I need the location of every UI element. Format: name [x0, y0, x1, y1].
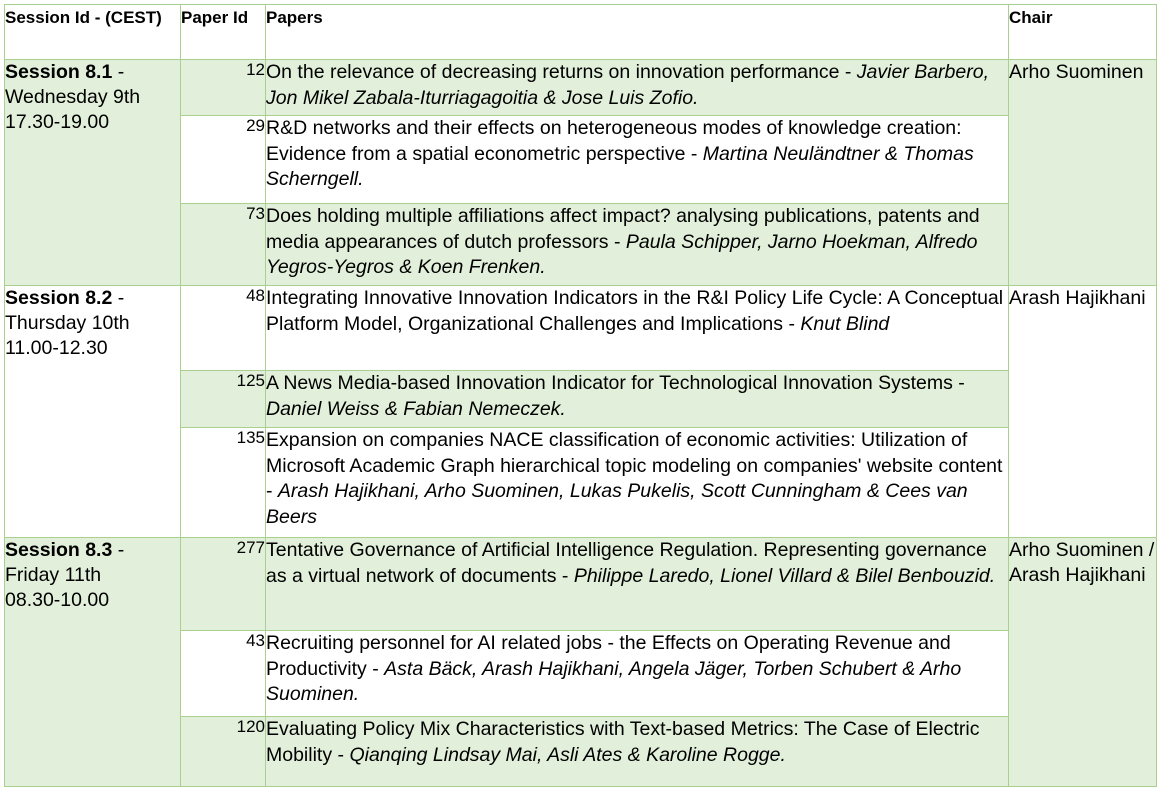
header-session-id: Session Id - (CEST) [5, 5, 181, 60]
paper-authors: Philippe Laredo, Lionel Villard & Bilel Benbouzid. [573, 564, 996, 587]
session-program-table [4, 4, 1157, 787]
paper-authors: Asta Bäck, Arash Hajikhani, Angela Jäger, Torben Schubert & Arho Suominen. [266, 657, 962, 705]
paper-authors: Daniel Weiss & Fabian Nemeczek. [266, 397, 566, 420]
paper-title: A News Media-based Innovation Indicator for Technological Innovation Systems [266, 372, 953, 394]
chair-cell: Arho Suominen / Arash Hajikhani [1009, 538, 1157, 787]
paper-cell: Recruiting personnel for AI related jobs - the Effects on Operating Revenue and Productivity - Asta Bäck, Arash Hajikhani, Angela Jäger, Torben Schubert & Arho Suominen. [266, 631, 1009, 717]
paper-authors: Qianqing Lindsay Mai, Asli Ates & Karoline Rogge. [349, 743, 786, 766]
session-day: Friday 11th [5, 564, 102, 586]
paper-cell: Integrating Innovative Innovation Indicators in the R&I Policy Life Cycle: A Conceptual Platform Model, Organizational Challenges and Implications - Knut Blind [266, 286, 1009, 371]
session-name: Session 8.1 [5, 61, 113, 83]
paper-title: Does holding multiple affiliations affect impact? analysing publications, patents and media appearances of dutch professors [266, 205, 980, 253]
table-row [5, 60, 1157, 116]
paper-cell: On the relevance of decreasing returns on innovation performance - Javier Barbero, Jon Mikel Zabala-Iturriagagoitia & Jose Luis Zofio. [266, 60, 1009, 116]
paper-title: Evaluating Policy Mix Characteristics with Text-based Metrics: The Case of Electric Mobility [266, 718, 980, 766]
paper-id: 125 [181, 371, 266, 428]
paper-title: Tentative Governance of Artificial Intelligence Regulation. Representing governance as a virtual network of documents [266, 539, 987, 587]
paper-id: 48 [181, 286, 266, 371]
paper-title: Integrating Innovative Innovation Indicators in the R&I Policy Life Cycle: A Conceptual Platform Model, Organizational Challenges and Implications [266, 287, 1004, 335]
session-name: Session 8.2 [5, 287, 113, 309]
paper-title: R&D networks and their effects on heterogeneous modes of knowledge creation: Evidence from a spatial econometric perspective [266, 117, 962, 165]
table-row [5, 286, 1157, 371]
session-time: 08.30-10.00 [5, 589, 110, 611]
paper-id: 43 [181, 631, 266, 717]
paper-authors: Knut Blind [800, 312, 890, 335]
session-name: Session 8.3 [5, 539, 113, 561]
paper-id: 73 [181, 204, 266, 286]
header-chair: Chair [1009, 5, 1157, 60]
paper-authors: Martina Neuländtner & Thomas Scherngell. [266, 142, 974, 190]
paper-authors: Paula Schipper, Jarno Hoekman, Alfredo Yegros-Yegros & Koen Frenken. [266, 230, 978, 278]
paper-title: On the relevance of decreasing returns on innovation performance [266, 61, 840, 83]
paper-id: 277 [181, 538, 266, 631]
paper-id: 120 [181, 717, 266, 787]
paper-cell: Does holding multiple affiliations affect impact? analysing publications, patents and media appearances of dutch professors - Paula Schipper, Jarno Hoekman, Alfredo Yegros-Yegros & Koen Frenken. [266, 204, 1009, 286]
paper-id: 29 [181, 116, 266, 204]
session-time: 17.30-19.00 [5, 111, 110, 133]
paper-title: Expansion on companies NACE classification of economic activities: Utilization of Microsoft Academic Graph hierarchical topic modeling on companies' website content [266, 429, 1003, 477]
session-day: Thursday 10th [5, 312, 130, 334]
session-time: 11.00-12.30 [5, 337, 108, 359]
session-day: Wednesday 9th [5, 86, 141, 108]
paper-cell: R&D networks and their effects on heterogeneous modes of knowledge creation: Evidence from a spatial econometric perspective - Martina Neuländtner & Thomas Scherngell. [266, 116, 1009, 204]
paper-authors: Arash Hajikhani, Arho Suominen, Lukas Pukelis, Scott Cunningham & Cees van Beers [266, 480, 968, 528]
paper-cell: Expansion on companies NACE classification of economic activities: Utilization of Microsoft Academic Graph hierarchical topic modeling on companies' website content - Arash Hajikhani, Arho Suominen, Lukas Pukelis, Scott Cunningham & Cees van Beers [266, 428, 1009, 538]
session-cell: Session 8.2 - Thursday 10th 11.00-12.30 [5, 286, 181, 538]
paper-id: 135 [181, 428, 266, 538]
paper-authors: Javier Barbero, Jon Mikel Zabala-Iturriagagoitia & Jose Luis Zofio. [266, 61, 989, 109]
paper-cell: A News Media-based Innovation Indicator for Technological Innovation Systems - Daniel Weiss & Fabian Nemeczek. [266, 371, 1009, 428]
paper-cell: Tentative Governance of Artificial Intelligence Regulation. Representing governance as a virtual network of documents - Philippe Laredo, Lionel Villard & Bilel Benbouzid. [266, 538, 1009, 631]
header-row [5, 5, 1157, 60]
paper-title: Recruiting personnel for AI related jobs - the Effects on Operating Revenue and Productivity [266, 632, 951, 680]
paper-cell: Evaluating Policy Mix Characteristics with Text-based Metrics: The Case of Electric Mobility - Qianqing Lindsay Mai, Asli Ates & Karoline Rogge. [266, 717, 1009, 787]
paper-id: 12 [181, 60, 266, 116]
header-papers: Papers [266, 5, 1009, 60]
header-paper-id: Paper Id [181, 5, 266, 60]
chair-cell: Arho Suominen [1009, 60, 1157, 286]
chair-cell: Arash Hajikhani [1009, 286, 1157, 538]
table-row [5, 538, 1157, 631]
session-cell: Session 8.1 - Wednesday 9th 17.30-19.00 [5, 60, 181, 286]
session-cell: Session 8.3 - Friday 11th 08.30-10.00 [5, 538, 181, 787]
